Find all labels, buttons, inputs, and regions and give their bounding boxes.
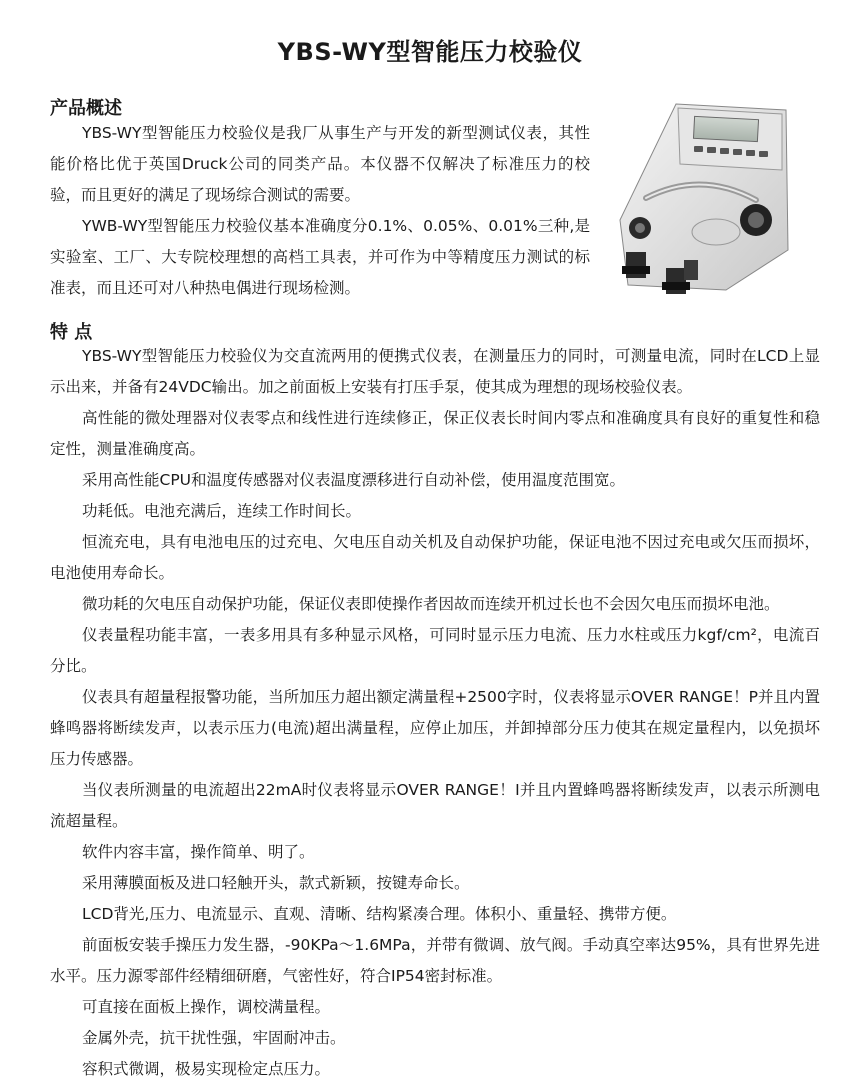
feature-paragraph: 金属外壳，抗干扰性强，牢固耐冲击。: [82, 1029, 346, 1047]
feature-paragraph: LCD背光,压力、电流显示、直观、清晰、结构紧凑合理。体积小、重量轻、携带方便。: [82, 905, 677, 923]
feature-paragraph: YBS-WY型智能压力校验仪为交直流两用的便携式仪表，在测量压力的同时，可测量电流，同时在LCD上显示出来，并备有24VDC输出。加之前面板上安装有打压手泵，使其成为理想的现场校验仪表。: [50, 347, 820, 396]
feature-paragraph: 微功耗的欠电压自动保护功能，保证仪表即使操作者因故而连续开机过长也不会因欠电压而损坏电池。: [82, 595, 780, 613]
feature-paragraph: 仪表具有超量程报警功能，当所加压力超出额定满量程+2500字时，仪表将显示OVER RANGE！P并且内置蜂鸣器将断续发声，以表示压力(电流)超出满量程，应停止加压，并卸掉部分压力使其在规定量程内，以免损坏压力传感器。: [50, 688, 820, 768]
page-title: YBS-WY型智能压力校验仪: [277, 38, 583, 66]
feature-paragraph: 可直接在面板上操作，调校满量程。: [82, 998, 331, 1016]
feature-paragraph: 采用薄膜面板及进口轻触开头，款式新颖，按键寿命长。: [82, 874, 470, 892]
feature-paragraph: 容积式微调，极易实现检定点压力。: [82, 1060, 331, 1078]
features-heading: 特 点: [50, 322, 93, 343]
overview-heading: 产品概述: [50, 98, 122, 119]
feature-paragraph: 仪表量程功能丰富，一表多用具有多种显示风格，可同时显示压力电流、压力水柱或压力kgf/cm²，电流百分比。: [50, 626, 820, 675]
feature-paragraph: 功耗低。电池充满后，连续工作时间长。: [82, 502, 362, 520]
feature-paragraph: 恒流充电，具有电池电压的过充电、欠电压自动关机及自动保护功能，保证电池不因过充电或欠压而损坏，电池使用寿命长。: [50, 533, 820, 582]
overview-text: [50, 118, 590, 304]
feature-paragraph: 软件内容丰富，操作简单、明了。: [82, 843, 315, 861]
overview-paragraph: YBS-WY型智能压力校验仪是我厂从事生产与开发的新型测试仪表，其性能价格比优于英国Druck公司的同类产品。本仪器不仅解决了标准压力的校验，而且更好的满足了现场综合测试的需要。: [50, 124, 590, 204]
feature-paragraph: 高性能的微处理器对仪表零点和线性进行连续修正，保正仪表长时间内零点和准确度具有良好的重复性和稳定性，测量准确度高。: [50, 409, 820, 458]
features-text: [50, 341, 820, 1085]
overview-paragraph: YWB-WY型智能压力校验仪基本准确度分0.1%、0.05%、0.01%三种,是实验室、工厂、大专院校理想的高档工具表，并可作为中等精度压力测试的标准表，而且还可对八种热电偶进行现场检测。: [50, 217, 590, 297]
product-image: [606, 100, 806, 315]
feature-paragraph: 当仪表所测量的电流超出22mA时仪表将显示OVER RANGE！I并且内置蜂鸣器将断续发声，以表示所测电流超量程。: [50, 781, 820, 830]
feature-paragraph: 前面板安装手操压力发生器，-90KPa～1.6MPa，并带有微调、放气阀。手动真空率达95%，具有世界先进水平。压力源零部件经精细研磨，气密性好，符合IP54密封标准。: [50, 936, 820, 985]
feature-paragraph: 采用高性能CPU和温度传感器对仪表温度漂移进行自动补偿，使用温度范围宽。: [82, 471, 626, 489]
